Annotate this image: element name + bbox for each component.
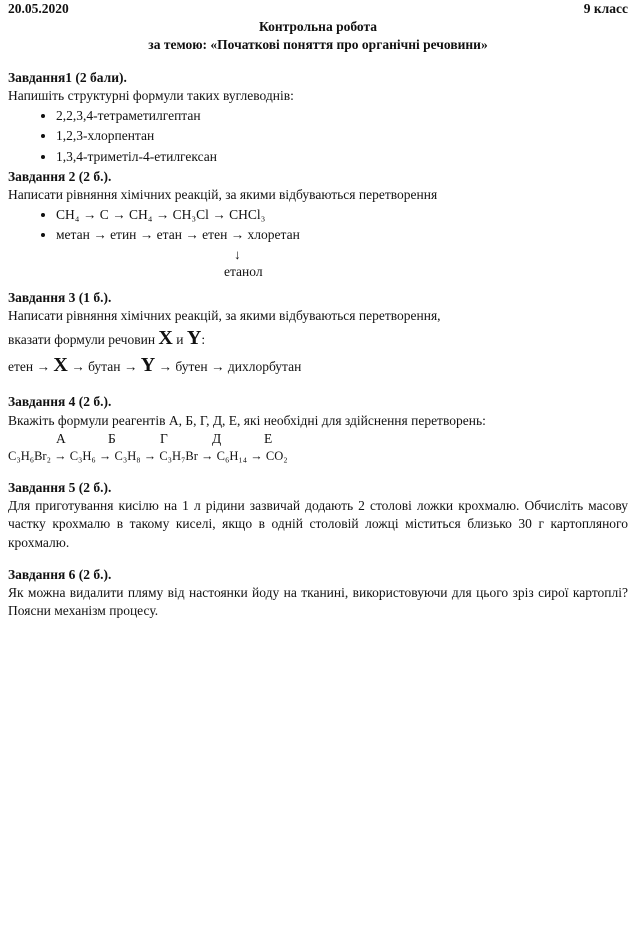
- reagent-letter: Д: [212, 430, 222, 446]
- task3-text-2: [8, 325, 628, 352]
- date: 20.05.2020: [8, 1, 69, 16]
- branch-product: етанол: [224, 263, 263, 279]
- list-item: • 1,3,4-триметіл-4-етилгексан: [56, 148, 628, 166]
- doc-title: Контрольна робота: [258, 19, 378, 35]
- chain-y: Y: [140, 354, 156, 377]
- task5-heading: Завдання 5 (2 б.).: [8, 480, 112, 495]
- and-word: и: [176, 332, 184, 348]
- down-arrow-icon: ↓: [234, 246, 241, 262]
- reagent-letters: [8, 430, 628, 448]
- task2-text: Написати рівняння хімічних реакцій, за якими відбуваються перетворення: [8, 186, 438, 202]
- grade: 9 класс: [583, 1, 628, 16]
- task1-text: Напишіть структурні формули таких вуглеводнів:: [8, 87, 294, 103]
- task5-text: Для приготування кисілю на 1 л рідини зазвичай додають 2 столові ложки крохмалю. Обчисліть масову частку крохмалю в такому киселі, якщо в одній столовій ложці міститься близько 30 г картопляного крохмалю.: [8, 498, 628, 550]
- chain-1: • CH₄ → C → CH₄ → CH₃Cl → CHCl₃: [56, 206, 628, 224]
- header-line: [8, 0, 628, 18]
- list-item: • 2,2,3,4-тетраметилгептан: [56, 107, 628, 125]
- task2-heading: Завдання 2 (2 б.).: [8, 168, 112, 184]
- task6-text: Як можна видалити пляму від настоянки йоду на тканині, використовуючи для цього зріз сирої картоплі? Поясни механізм процесу.: [8, 585, 628, 619]
- list-item: • 1,2,3-хлорпентан: [56, 127, 628, 145]
- reagent-letter: Б: [108, 430, 116, 446]
- task1-list: [8, 107, 628, 166]
- task4-chain: C₃H₆Br₂ → C₃H₆ → C₃H₈ → C₃H₇Br → C₆H₁₄ → CO₂: [8, 449, 288, 464]
- reagent-letter: А: [56, 430, 66, 446]
- task3-chain: [8, 352, 628, 379]
- task4-heading: Завдання 4 (2 б.).: [8, 394, 112, 410]
- colon: :: [201, 332, 206, 348]
- chain-start: етен →: [8, 359, 50, 375]
- task3-text-2-pre: вказати формули речовин: [8, 332, 156, 348]
- substance-x: X: [158, 327, 173, 350]
- substance-y: Y: [186, 327, 202, 350]
- task6-heading: Завдання 6 (2 б.).: [8, 566, 112, 582]
- reagent-letter: Г: [160, 430, 168, 446]
- doc-topic: за темою: «Початкові поняття про органічні речовини»: [148, 37, 488, 53]
- chain-mid: → бутан →: [71, 359, 138, 375]
- task3-heading: Завдання 3 (1 б.).: [8, 290, 112, 306]
- task1-heading: Завдання1 (2 бали).: [8, 69, 127, 85]
- chain-2: • метан → етин → етан → етен → хлоретан: [56, 226, 628, 244]
- task2-list: [8, 206, 628, 244]
- chain-x: X: [53, 354, 68, 377]
- chain-end: → бутен → дихлорбутан: [158, 359, 302, 375]
- task3-text-1: Написати рівняння хімічних реакцій, за якими відбуваються перетворення,: [8, 308, 441, 324]
- task4-text: Вкажіть формули реагентів А, Б, Г, Д, Е, які необхідні для здійснення перетворень:: [8, 412, 486, 428]
- reagent-letter: Е: [264, 430, 273, 446]
